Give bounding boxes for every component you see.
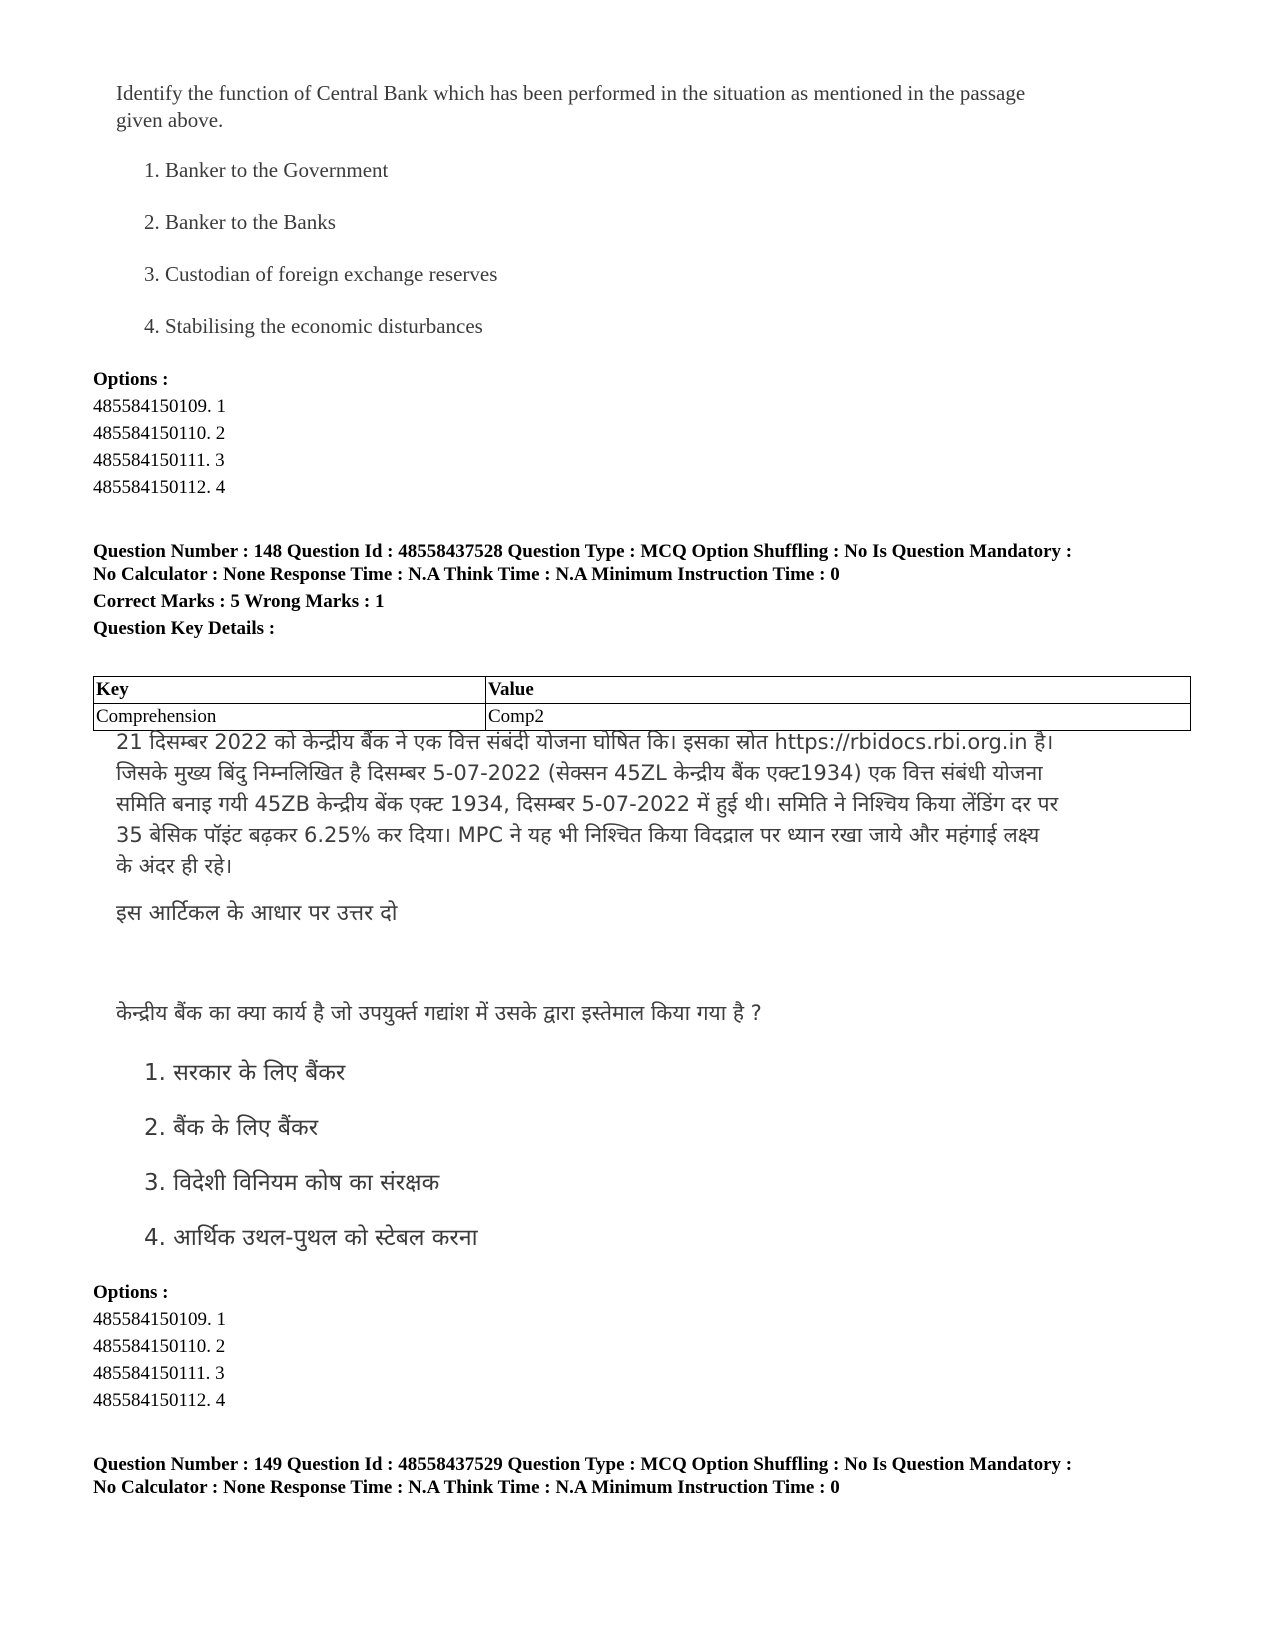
- passage-line: जिसके मुख्य बिंदु निम्नलिखित है दिसम्बर 5-07-2022 (सेक्सन 45ZL केन्द्रीय बैंक एक्ट1934) एक वित्त संबंधी योजना: [116, 761, 1043, 785]
- answer-choice: 2. बैंक के लिए बैंकर: [144, 1115, 319, 1141]
- option-item: 485584150109. 1: [93, 396, 226, 417]
- question-header-line: No Calculator : None Response Time : N.A Think Time : N.A Minimum Instruction Time : 0: [93, 1477, 840, 1498]
- table-header-value: Value: [486, 677, 1191, 704]
- answer-choice: 2. Banker to the Banks: [144, 210, 336, 234]
- passage-line: समिति बनाइ गयी 45ZB केन्द्रीय बेंक एक्ट 1934, दिसम्बर 5-07-2022 में हुई थी। समिति ने निश्चिय किया लेंडिंग दर पर: [116, 792, 1059, 816]
- passage-line: 35 बेसिक पॉइंट बढ़कर 6.25% कर दिया। MPC ने यह भी निश्चित किया विदद्राल पर ध्यान रखा जाये और महंगाई लक्ष्य: [116, 823, 1040, 847]
- instruction-line: इस आर्टिकल के आधार पर उत्तर दो: [116, 901, 398, 926]
- passage-line: 21 दिसम्बर 2022 को केन्द्रीय बैंक ने एक वित्त संबंदी योजना घोषित कि। इसका स्रोत https://rbidocs.rbi.org.in है।: [116, 730, 1054, 754]
- table-header-key: Key: [94, 677, 486, 704]
- option-item: 485584150110. 2: [93, 1336, 226, 1357]
- table-header-row: [94, 677, 1191, 704]
- option-item: 485584150112. 4: [93, 477, 226, 498]
- question-line: केन्द्रीय बैंक का क्या कार्य है जो उपयुर्क्त गद्यांश में उसके द्वारा इस्तेमाल किया गया है ?: [116, 1001, 762, 1025]
- option-item: 485584150111. 3: [93, 450, 225, 471]
- option-item: 485584150111. 3: [93, 1363, 225, 1384]
- answer-choice: 3. विदेशी विनियम कोष का संरक्षक: [144, 1170, 440, 1196]
- option-item: 485584150112. 4: [93, 1390, 226, 1411]
- question-line: given above.: [116, 108, 224, 132]
- table-cell-key: Comprehension: [94, 704, 486, 731]
- passage-line: के अंदर ही रहे।: [116, 854, 233, 878]
- table-row: [94, 704, 1191, 731]
- key-details-table: [93, 676, 1191, 731]
- key-details-label: Question Key Details :: [93, 618, 276, 639]
- option-item: 485584150110. 2: [93, 423, 226, 444]
- question-header-line: Question Number : 148 Question Id : 48558437528 Question Type : MCQ Option Shuffling : No Is Question Mandatory :: [93, 541, 1073, 562]
- options-label: Options :: [93, 1282, 169, 1303]
- marks-line: Correct Marks : 5 Wrong Marks : 1: [93, 591, 385, 612]
- answer-choice: 4. Stabilising the economic disturbances: [144, 314, 483, 338]
- answer-choice: 4. आर्थिक उथल-पुथल को स्टेबल करना: [144, 1225, 478, 1251]
- table-cell-value: Comp2: [486, 704, 1191, 731]
- option-item: 485584150109. 1: [93, 1309, 226, 1330]
- question-header-line: No Calculator : None Response Time : N.A Think Time : N.A Minimum Instruction Time : 0: [93, 564, 840, 585]
- question-header-line: Question Number : 149 Question Id : 48558437529 Question Type : MCQ Option Shuffling : No Is Question Mandatory :: [93, 1454, 1073, 1475]
- answer-choice: 1. सरकार के लिए बैंकर: [144, 1060, 346, 1086]
- options-label: Options :: [93, 369, 169, 390]
- answer-choice: 3. Custodian of foreign exchange reserves: [144, 262, 498, 286]
- answer-choice: 1. Banker to the Government: [144, 158, 389, 182]
- question-line: Identify the function of Central Bank which has been performed in the situation as mentioned in the passage: [116, 81, 1026, 105]
